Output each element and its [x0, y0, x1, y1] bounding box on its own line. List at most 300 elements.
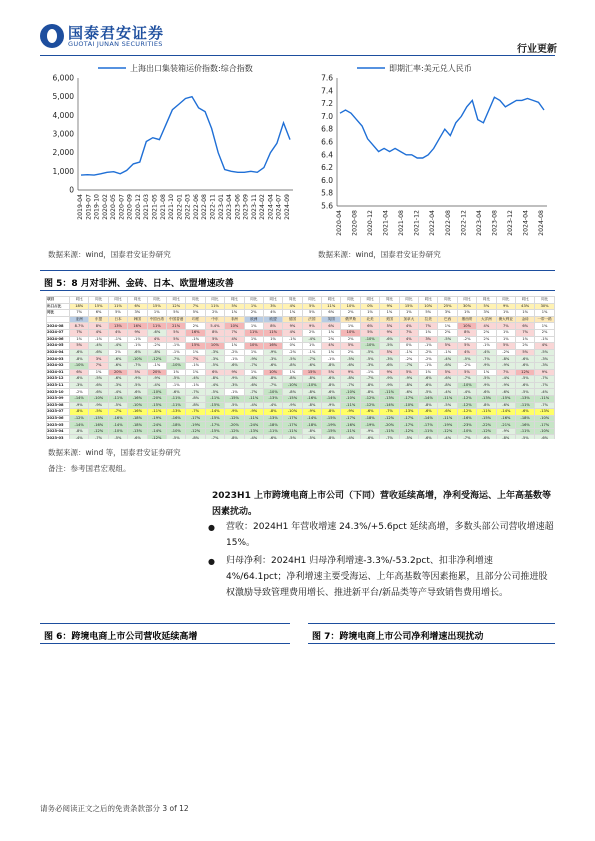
heat-cell: 1%	[496, 329, 515, 336]
heat-cell: -5%	[515, 389, 534, 396]
heat-header-cell: 同比	[496, 297, 515, 304]
x-tick-label: 2023-04	[475, 210, 483, 236]
heat-cell: -10%	[128, 402, 147, 409]
heat-cell: -9%	[225, 409, 244, 416]
heat-cell: -16%	[515, 422, 534, 429]
heat-header-cell: 11%	[322, 303, 341, 310]
heat-cell: 1%	[244, 336, 263, 343]
heat-cell: 2%	[535, 329, 554, 336]
heat-cell: -5%	[438, 402, 457, 409]
heat-cell: -15%	[89, 415, 108, 422]
heat-data-row	[47, 389, 555, 396]
heat-cell: 5%	[438, 369, 457, 376]
heat-cell: -5%	[89, 409, 108, 416]
heat-cell: -6%	[438, 409, 457, 416]
heat-cell: -10%	[70, 362, 89, 369]
heat-cell: -8%	[322, 382, 341, 389]
heat-data-row	[47, 402, 555, 409]
heat-cell: 2%	[477, 329, 496, 336]
y-tick-label: 7.4	[321, 86, 333, 96]
heat-data-row	[47, 329, 555, 336]
heat-cell: -9%	[496, 362, 515, 369]
heat-row-label: 2024-07	[47, 329, 70, 336]
heat-cell: -6%	[322, 389, 341, 396]
fig5-rule-bottom	[40, 290, 555, 291]
heat-cell: -8%	[322, 362, 341, 369]
heat-cell: 1%	[419, 369, 438, 376]
source-note-1: 数据来源：wind，国泰君安证券研究	[48, 250, 171, 259]
heat-header-cell: 同比	[477, 297, 496, 304]
heat-cell: -11%	[341, 402, 360, 409]
heat-cell: -8%	[477, 402, 496, 409]
heat-cell: -13%	[166, 409, 185, 416]
heat-cell: -10%	[535, 415, 554, 422]
heat-group-cell: 一带一路	[535, 316, 554, 323]
heat-cell: -10%	[341, 395, 360, 402]
heat-cell: -7%	[89, 435, 108, 439]
heat-cell: -6%	[419, 435, 438, 439]
heat-cell: 5%	[380, 323, 399, 330]
chart-container-fx	[305, 58, 555, 248]
heat-data-row	[47, 422, 555, 429]
x-tick-label: 2020-12	[367, 210, 375, 236]
heat-cell: 21%	[166, 323, 185, 330]
heat-cell: -7%	[108, 409, 127, 416]
heat-cell: -2%	[457, 336, 476, 343]
heat-cell: -6%	[244, 382, 263, 389]
heat-cell: -10%	[108, 428, 127, 435]
heat-cell: 9%	[302, 323, 321, 330]
heat-cell: -4%	[263, 402, 282, 409]
heat-group-cell: 俄罗斯	[341, 316, 360, 323]
x-tick-label: 2020-07	[118, 194, 126, 220]
heat-cell: -6%	[166, 389, 185, 396]
heat-group-cell: 中国台湾	[147, 316, 166, 323]
heat-cell: -1%	[166, 382, 185, 389]
heat-cell: 6%	[70, 369, 89, 376]
heat-cell: 2%	[186, 323, 205, 330]
heat-cell: -12%	[360, 395, 379, 402]
heat-data-row	[47, 323, 555, 330]
x-tick-label: 2023-09	[242, 194, 250, 220]
heat-header-cell: 7%	[70, 310, 89, 317]
heat-cell: 9%	[380, 329, 399, 336]
heat-cell: -8%	[302, 376, 321, 383]
heat-header-cell: 4%	[263, 310, 282, 317]
x-tick-label: 2024-08	[538, 210, 545, 236]
heat-header-cell: 1%	[360, 310, 379, 317]
heat-cell: -8%	[263, 376, 282, 383]
export-growth-heatmap	[46, 296, 555, 439]
heat-cell: 9%	[283, 323, 302, 330]
heat-header-cell: 同比	[399, 297, 418, 304]
x-tick-label: 2021-05	[151, 194, 159, 220]
heat-cell: 7%	[225, 329, 244, 336]
heat-cell: -14%	[205, 409, 224, 416]
heat-cell: -5%	[360, 349, 379, 356]
heat-header-cell: 3%	[263, 303, 282, 310]
y-tick-label: 7.0	[321, 111, 333, 121]
heat-cell: -11%	[341, 428, 360, 435]
heat-cell: -7%	[244, 389, 263, 396]
heat-header-cell: 9%	[496, 303, 515, 310]
heat-cell: -8%	[225, 435, 244, 439]
heat-cell: -1%	[89, 336, 108, 343]
heat-header-cell: 同比	[108, 297, 127, 304]
heat-cell: 4%	[322, 343, 341, 350]
heat-cell: 7%	[419, 323, 438, 330]
heat-cell: -8%	[70, 409, 89, 416]
heat-cell: -11%	[477, 409, 496, 416]
heat-row-label: 2023-11	[47, 382, 70, 389]
heat-cell: 5%	[496, 343, 515, 350]
heat-cell: -6%	[419, 409, 438, 416]
heat-cell: -6%	[496, 402, 515, 409]
heat-cell: 5%	[457, 369, 476, 376]
heat-cell: -19%	[186, 422, 205, 429]
heat-cell: 6%	[205, 369, 224, 376]
heat-cell: -12%	[399, 428, 418, 435]
heat-cell: -13%	[263, 395, 282, 402]
heat-cell: 1%	[496, 336, 515, 343]
heat-cell: -4%	[244, 402, 263, 409]
heat-header-cell: 5%	[186, 310, 205, 317]
heat-cell: -17%	[399, 415, 418, 422]
heat-cell: -4%	[205, 382, 224, 389]
heat-cell: -14%	[147, 428, 166, 435]
heat-row-label: 出口占比	[47, 303, 70, 310]
heat-cell: -15%	[496, 395, 515, 402]
heat-cell: -7%	[380, 409, 399, 416]
heat-header-cell: 10%	[419, 303, 438, 310]
heat-cell: -19%	[360, 422, 379, 429]
heat-cell: 8%	[89, 323, 108, 330]
heat-cell: 12%	[515, 369, 534, 376]
heat-row-label: 2023-06	[47, 415, 70, 422]
heat-row-label: 2024-06	[47, 336, 70, 343]
heat-cell: 2%	[438, 329, 457, 336]
heat-cell: -8%	[399, 382, 418, 389]
heat-header-cell: 6%	[128, 303, 147, 310]
heat-cell: -6%	[89, 389, 108, 396]
heat-cell: -9%	[341, 409, 360, 416]
heat-data-row	[47, 435, 555, 439]
heat-cell: 2%	[322, 336, 341, 343]
heat-cell: 2%	[302, 329, 321, 336]
heat-cell: 4%	[147, 336, 166, 343]
heat-cell: -8%	[496, 356, 515, 363]
heat-header-cell: 5%	[108, 310, 127, 317]
heat-cell: -5%	[515, 376, 534, 383]
heat-cell: 1%	[302, 343, 321, 350]
heat-cell: -4%	[438, 389, 457, 396]
heat-header-row	[47, 303, 555, 310]
heat-header-cell: 同比	[535, 297, 554, 304]
heat-cell: -15%	[322, 428, 341, 435]
heat-cell: -8%	[205, 376, 224, 383]
heat-cell: -11%	[244, 395, 263, 402]
series-line	[81, 97, 290, 175]
heat-cell: -17%	[399, 395, 418, 402]
heat-cell: -18%	[302, 422, 321, 429]
heat-cell: -14%	[108, 422, 127, 429]
heatmap-table-container	[46, 296, 556, 439]
heat-cell: -14%	[419, 395, 438, 402]
heat-header-cell: 同比	[70, 297, 89, 304]
heat-cell: 5%	[166, 329, 185, 336]
x-tick-label: 2024-04	[522, 210, 530, 236]
heat-data-row	[47, 356, 555, 363]
x-tick-label: 2023-08	[491, 210, 499, 236]
heat-row-label: 2024-01	[47, 369, 70, 376]
heat-header-cell: 同比	[360, 297, 379, 304]
heat-cell: 4%	[108, 329, 127, 336]
heat-cell: -1%	[438, 349, 457, 356]
heat-cell: 5%	[515, 349, 534, 356]
heat-cell: -7%	[535, 376, 554, 383]
heat-cell: -15%	[147, 402, 166, 409]
heat-cell: -17%	[205, 422, 224, 429]
heat-cell: 6%	[515, 323, 534, 330]
heat-cell: -7%	[128, 362, 147, 369]
heat-cell: 4%	[225, 336, 244, 343]
heat-cell: -11%	[166, 395, 185, 402]
heat-cell: -6%	[477, 389, 496, 396]
heat-row-label: 2023-03	[47, 435, 70, 439]
heat-cell: -15%	[205, 415, 224, 422]
heat-cell: -9%	[128, 376, 147, 383]
heat-cell: 1%	[535, 323, 554, 330]
heat-cell: -10%	[283, 382, 302, 389]
heat-header-row	[47, 310, 555, 317]
heat-cell: -7%	[341, 382, 360, 389]
heat-cell: -6%	[128, 389, 147, 396]
heat-cell: -5%	[515, 435, 534, 439]
heat-cell: -10%	[341, 389, 360, 396]
x-tick-label: 2022-04	[429, 210, 437, 236]
heat-cell: -12%	[89, 428, 108, 435]
heat-header-cell: 1%	[147, 310, 166, 317]
heat-header-cell: 同比	[128, 297, 147, 304]
heat-header-cell: 11%	[205, 303, 224, 310]
x-tick-label: 2024-04	[267, 194, 275, 220]
x-tick-label: 2023-04	[226, 194, 234, 220]
heat-cell: 1%	[166, 369, 185, 376]
section-label: 行业更新	[517, 44, 557, 55]
heat-header-cell: 同比	[89, 297, 108, 304]
heat-cell: -17%	[283, 422, 302, 429]
heat-cell: -7%	[380, 435, 399, 439]
heat-cell: -10%	[263, 389, 282, 396]
heat-cell: -9%	[322, 402, 341, 409]
heat-data-row	[47, 343, 555, 350]
heat-cell: 10%	[205, 343, 224, 350]
heat-cell: -8%	[302, 428, 321, 435]
heat-cell: 1%	[89, 369, 108, 376]
heat-cell: -15%	[205, 402, 224, 409]
heat-group-cell: 中国香港	[166, 316, 185, 323]
x-tick-label: 2024-09	[284, 194, 291, 220]
heat-cell: -4%	[496, 376, 515, 383]
heat-header-cell: 同比	[419, 297, 438, 304]
x-tick-label: 2023-06	[234, 194, 242, 220]
heat-cell: 1%	[70, 336, 89, 343]
heat-cell: -6%	[263, 435, 282, 439]
heat-cell: -17%	[283, 415, 302, 422]
heat-cell: 1%	[322, 329, 341, 336]
heat-cell: -4%	[302, 336, 321, 343]
heat-cell: -11%	[166, 402, 185, 409]
heat-cell: -6%	[380, 336, 399, 343]
heat-cell: 7%	[70, 329, 89, 336]
heat-cell: -16%	[302, 395, 321, 402]
heat-cell: -17%	[341, 415, 360, 422]
heat-header-cell: 同比	[283, 297, 302, 304]
heat-cell: -4%	[477, 349, 496, 356]
heat-cell: 11%	[147, 323, 166, 330]
heat-header-cell: 18%	[70, 303, 89, 310]
heat-cell: 4%	[399, 336, 418, 343]
x-tick-label: 2020-05	[110, 194, 118, 220]
heat-cell: -12%	[147, 356, 166, 363]
heat-cell: -13%	[380, 395, 399, 402]
heat-cell: -6%	[108, 362, 127, 369]
heat-cell: -5%	[341, 356, 360, 363]
heat-cell: -10%	[89, 395, 108, 402]
heat-header-cell: 11%	[108, 303, 127, 310]
heat-cell: 2%	[108, 349, 127, 356]
heat-cell: 9%	[380, 369, 399, 376]
heat-cell: -7%	[457, 376, 476, 383]
heat-cell: -10%	[147, 389, 166, 396]
heat-cell: -1%	[186, 336, 205, 343]
bullet-dot-1: ●	[208, 523, 215, 532]
heat-cell: 15%	[186, 343, 205, 350]
heat-group-cell: 金砖	[515, 316, 534, 323]
heat-cell: -7%	[535, 382, 554, 389]
heat-cell: -24%	[244, 422, 263, 429]
heat-header-cell: 1%	[496, 310, 515, 317]
heat-cell: 7%	[89, 362, 108, 369]
heat-header-cell: 同比	[205, 297, 224, 304]
heat-cell: 5%	[341, 343, 360, 350]
heat-cell: -6%	[419, 376, 438, 383]
heat-cell: -6%	[225, 362, 244, 369]
heat-cell: -6%	[263, 362, 282, 369]
heat-row-label: 2023-09	[47, 395, 70, 402]
x-tick-label: 2020-09	[126, 194, 134, 220]
heat-header-cell: 2%	[341, 310, 360, 317]
company-logo	[40, 22, 200, 52]
heat-cell: -9%	[477, 382, 496, 389]
heat-header-cell: 30%	[457, 303, 476, 310]
heat-cell: -1%	[419, 362, 438, 369]
heat-cell: -1%	[108, 336, 127, 343]
x-tick-label: 2022-01	[176, 194, 184, 220]
heat-cell: -9%	[244, 409, 263, 416]
x-tick-label: 2023-12	[506, 210, 514, 236]
source-note-2: 数据来源：wind，国泰君安证券研究	[318, 250, 441, 259]
heat-cell: 9%	[225, 369, 244, 376]
heat-cell: 13%	[108, 323, 127, 330]
heat-cell: -15%	[225, 395, 244, 402]
heat-header-cell: 2%	[205, 310, 224, 317]
heat-cell: 1%	[186, 349, 205, 356]
heat-row-label: 2023-08	[47, 402, 70, 409]
heat-header-cell: 5%	[302, 310, 321, 317]
heat-cell: -9%	[496, 428, 515, 435]
x-tick-label: 2022-11	[209, 194, 217, 220]
heat-cell: -8%	[496, 435, 515, 439]
heat-cell: -14%	[496, 409, 515, 416]
heat-cell: -11%	[283, 428, 302, 435]
heat-group-cell: 德国	[283, 316, 302, 323]
heat-cell: 4%	[535, 343, 554, 350]
heat-header-cell: 7%	[186, 303, 205, 310]
heat-cell: -18%	[128, 415, 147, 422]
heat-cell: -14%	[380, 402, 399, 409]
heat-cell: -6%	[108, 376, 127, 383]
heat-cell: -7%	[205, 435, 224, 439]
heat-cell: 4%	[399, 323, 418, 330]
heat-header-cell: 同比	[263, 297, 282, 304]
heat-cell: -6%	[399, 389, 418, 396]
heat-cell: -8%	[283, 389, 302, 396]
heat-group-cell: 非洲	[225, 316, 244, 323]
heat-cell: -1%	[166, 349, 185, 356]
heat-cell: 11%	[244, 329, 263, 336]
heat-cell: -4%	[108, 389, 127, 396]
heat-cell: -9%	[360, 428, 379, 435]
heat-cell: -20%	[380, 422, 399, 429]
heat-cell: -18%	[360, 415, 379, 422]
heat-cell: -4%	[457, 389, 476, 396]
heat-cell: 5.4%	[205, 323, 224, 330]
heat-cell: -6%	[302, 362, 321, 369]
fig7-rule-top	[308, 623, 555, 624]
heat-data-row	[47, 349, 555, 356]
heat-cell: -5%	[302, 435, 321, 439]
heat-cell: 16%	[263, 343, 282, 350]
heat-cell: -17%	[419, 422, 438, 429]
heat-cell: -14%	[419, 415, 438, 422]
heat-cell: -8%	[186, 435, 205, 439]
heat-cell: 15%	[302, 369, 321, 376]
heat-cell: 7%	[496, 323, 515, 330]
heat-cell: -5%	[283, 356, 302, 363]
heat-cell: 1%	[186, 369, 205, 376]
heat-header-cell: 同比	[166, 297, 185, 304]
fig6-rule-top	[40, 623, 290, 624]
heat-cell: 16%	[128, 323, 147, 330]
heat-cell: 4%	[477, 323, 496, 330]
heat-header-cell: 15%	[147, 303, 166, 310]
heat-cell: 6%	[322, 323, 341, 330]
heat-cell: -6%	[70, 349, 89, 356]
heat-row-label: 2023-07	[47, 409, 70, 416]
heat-cell: 10%	[341, 329, 360, 336]
heat-cell: 20%	[108, 369, 127, 376]
heat-cell: -11%	[108, 395, 127, 402]
chart-usd-cny	[305, 58, 555, 248]
heat-cell: 7%	[399, 329, 418, 336]
heat-cell: -21%	[496, 422, 515, 429]
heat-header-cell: 15%	[399, 303, 418, 310]
heat-header-cell: 4%	[283, 303, 302, 310]
y-tick-label: 6.0	[321, 175, 333, 185]
heat-group-cell: 墨西哥	[457, 316, 476, 323]
heat-cell: -10%	[360, 336, 379, 343]
